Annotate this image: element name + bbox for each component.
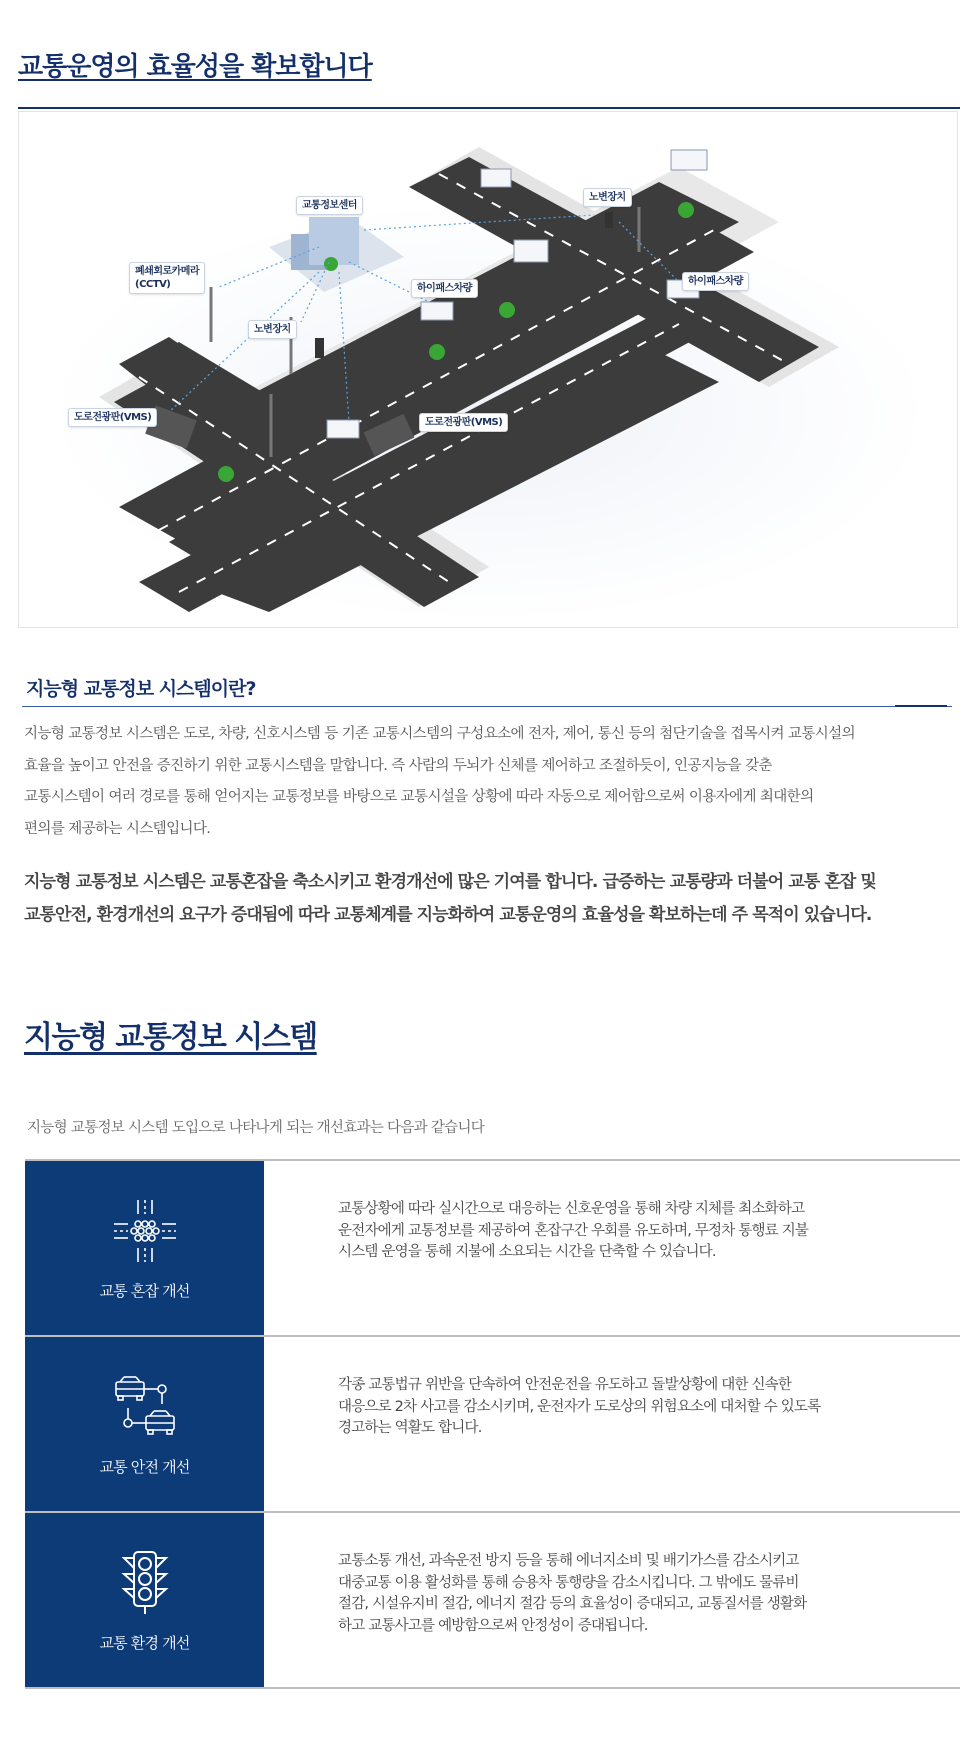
table-row (25, 1511, 960, 1689)
summary-line: 지능형 교통정보 시스템은 교통혼잡을 축소시키고 환경개선에 많은 기여를 합니다. 급증하는 교통량과 더불어 교통 혼잡 및 (24, 872, 876, 892)
description-line: 운전자에게 교통정보를 제공하여 혼잡구간 우회를 유도하며, 무정차 통행료 지불 (338, 1222, 809, 1239)
description-line: 시스템 운영을 통해 지불에 소요되는 시간을 단축할 수 있습니다. (338, 1244, 716, 1260)
paragraph-line: 교통시스템이 여러 경로를 통해 얻어지는 교통정보를 바탕으로 교통시설을 상황에 따라 자동으로 제어함으로써 이용자에게 최대한의 (24, 789, 814, 805)
label-cctv-line1: 폐쇄회로카메라 (135, 266, 200, 277)
description-line: 하고 교통사고를 예방함으로써 안정성이 증대됩니다. (338, 1617, 648, 1634)
row-description (264, 1513, 960, 1687)
label-roadside-left: 노변장치 (248, 320, 297, 339)
label-vms-right: 도로전광판(VMS) (419, 413, 508, 432)
description-line: 교통소통 개선, 과속운전 방지 등을 통해 에너지소비 및 배기가스를 감소시키고 (338, 1553, 799, 1569)
table-row (25, 1159, 960, 1335)
description-line: 경고하는 역활도 합니다. (338, 1420, 482, 1436)
row-label: 교통 혼잡 개선 (99, 1281, 190, 1300)
paragraph-line: 편의를 제공하는 시스템입니다. (24, 820, 211, 837)
system-intro: 지능형 교통정보 시스템 도입으로 나타나게 되는 개선효과는 다음과 같습니다 (27, 1120, 485, 1136)
paragraph-line: 효율을 높이고 안전을 증진하기 위한 교통시스템을 말합니다. 즉 사람의 두뇌가 신체를 제어하고 조절하듯이, 인공지능을 갖춘 (24, 757, 772, 774)
description-line: 절감, 시설유지비 절감, 에너지 절감 등의 효율성이 증대되고, 교통질서를 생활화 (338, 1596, 807, 1612)
label-roadside-right: 노변장치 (583, 188, 632, 207)
table-row (25, 1335, 960, 1511)
row-description (264, 1337, 960, 1511)
about-divider (22, 706, 952, 707)
label-hipass-right: 하이패스차량 (682, 272, 749, 291)
row-label: 교통 안전 개선 (99, 1457, 190, 1476)
about-divider-accent (895, 705, 947, 707)
connected-cars-icon (110, 1372, 180, 1442)
description-line: 대응으로 2차 사고를 감소시키며, 운전자가 도로상의 위험요소에 대처할 수 있도록 (338, 1398, 821, 1415)
intersection-grid-icon (112, 1196, 178, 1266)
label-hipass-center: 하이패스차량 (411, 279, 478, 298)
section-title-system: 지능형 교통정보 시스템 (24, 1020, 317, 1055)
summary-line: 교통안전, 환경개선의 요구가 증대됨에 따라 교통체계를 지능화하여 교통운영의 효율성을 확보하는데 주 목적이 있습니다. (24, 905, 872, 925)
label-traffic-center: 교통정보센터 (296, 196, 363, 215)
description-line: 대중교통 이용 활성화를 통해 승용차 통행량을 감소시킵니다. 그 밖에도 물류비 (338, 1574, 799, 1591)
about-paragraph (24, 719, 954, 845)
section-title-about: 지능형 교통정보 시스템이란? (26, 678, 256, 700)
traffic-light-icon (120, 1548, 170, 1618)
title-divider (18, 107, 960, 109)
improvement-table (25, 1159, 960, 1689)
its-illustration (18, 111, 958, 628)
label-vms-left: 도로전광판(VMS) (68, 408, 157, 427)
about-summary (24, 866, 959, 932)
description-line: 각종 교통법규 위반을 단속하여 안전운전을 유도하고 돌발상황에 대한 신속한 (338, 1377, 792, 1393)
description-line: 교통상황에 따라 실시간으로 대응하는 신호운영을 통해 차량 지체를 최소화하고 (338, 1201, 805, 1217)
label-cctv-line2: (CCTV) (135, 279, 171, 290)
label-cctv (129, 262, 205, 294)
row-label-cell (25, 1161, 264, 1335)
row-description (264, 1161, 960, 1335)
page-title: 교통운영의 효율성을 확보합니다 (18, 52, 372, 82)
paragraph-line: 지능형 교통정보 시스템은 도로, 차량, 신호시스템 등 기존 교통시스템의 구성요소에 전자, 제어, 통신 등의 첨단기술을 접목시켜 교통시설의 (24, 726, 855, 742)
intersection-illustration (19, 112, 957, 627)
row-label-cell (25, 1337, 264, 1511)
row-label: 교통 환경 개선 (99, 1633, 190, 1652)
row-label-cell (25, 1513, 264, 1687)
